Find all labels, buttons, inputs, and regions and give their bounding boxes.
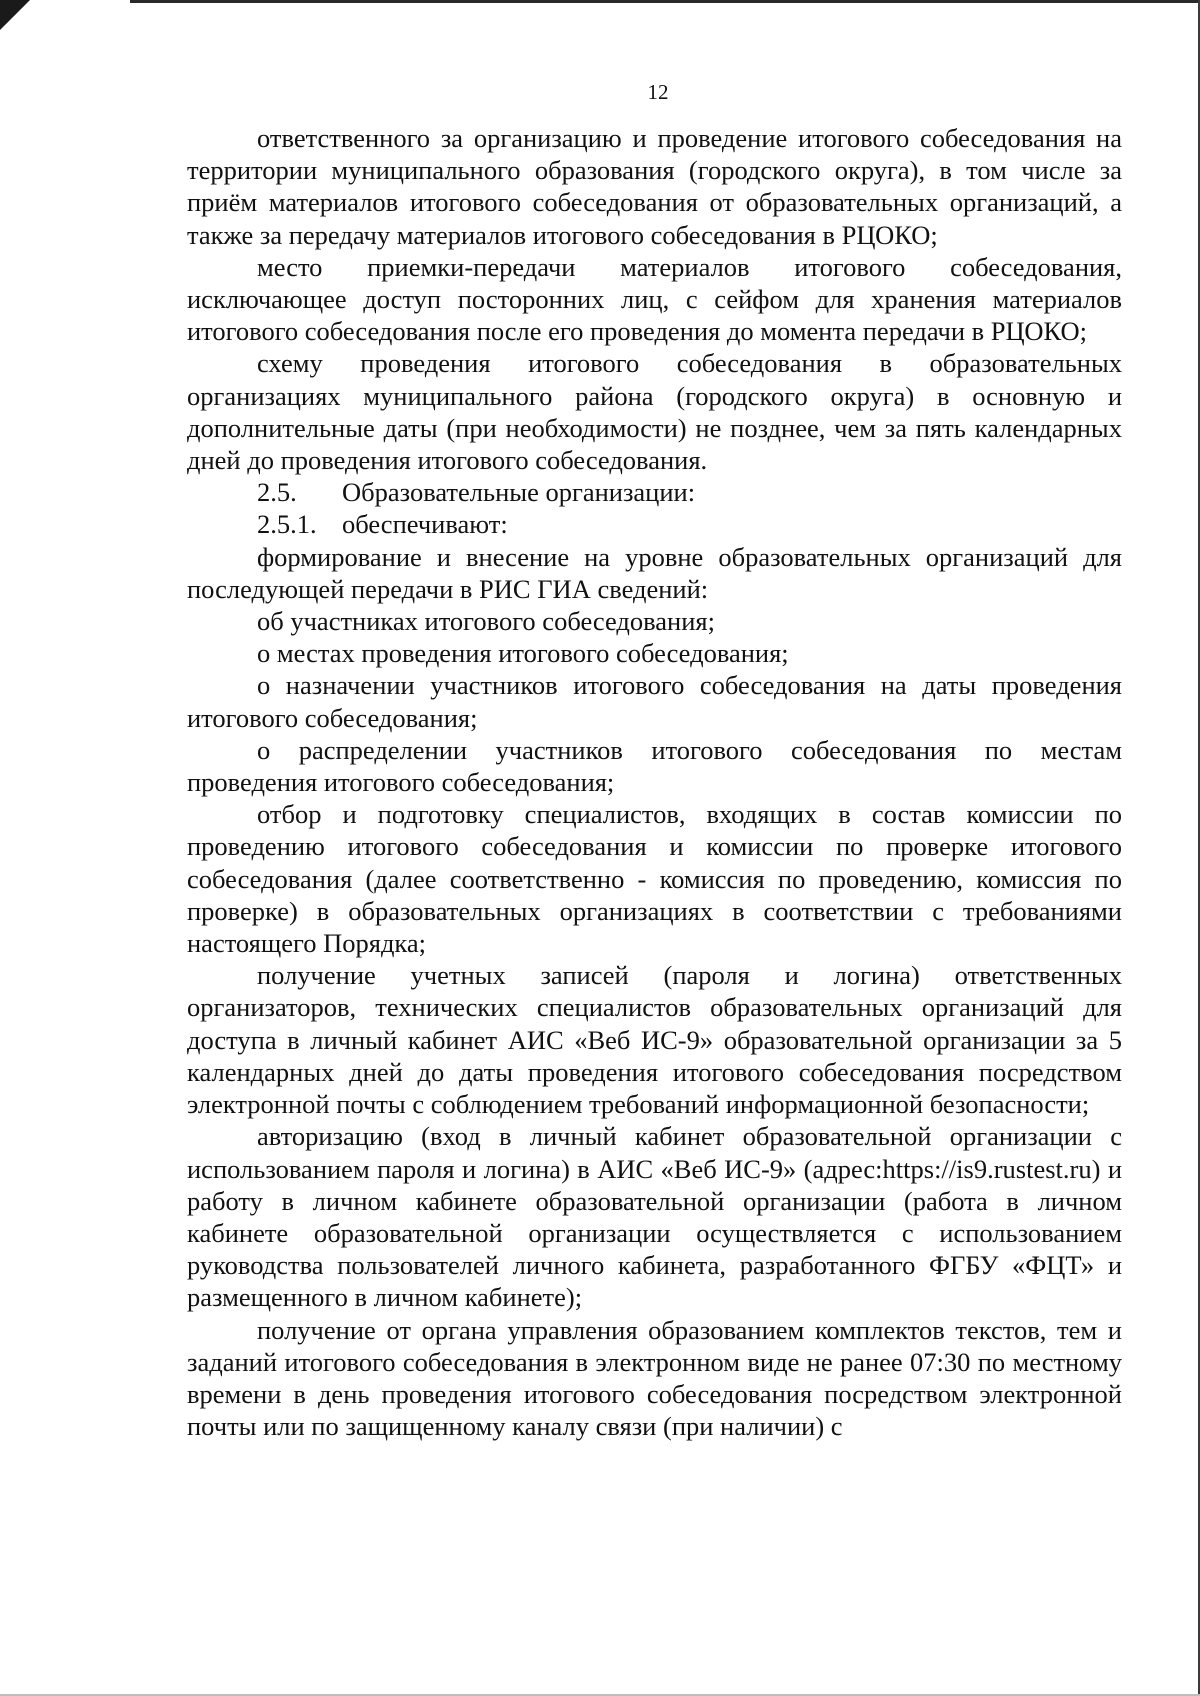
section-2-5 xyxy=(187,476,1122,508)
paragraph-scheme: схему проведения итогового собеседования в образовательных организациях муниципального района (городского округа) в основную и дополнительные даты (при необходимости) не позднее, чем за пять календарных дней до проведения итогового собеседования. xyxy=(187,348,1122,476)
paragraph-specialists-selection: отбор и подготовку специалистов, входящих в состав комиссии по проведению итогового собеседования и комиссии по проверке итогового собеседования (далее соответственно - комиссия по проведению, комиссия по проверке) в образовательных организациях в соответствии с требованиями настоящего Порядка; xyxy=(187,799,1122,959)
section-2-5-1 xyxy=(187,508,1122,540)
paragraph-accounts: получение учетных записей (пароля и логина) ответственных организаторов, технических специалистов образовательных организаций для доступа в личный кабинет АИС «Веб ИС-9» образовательной организации за 5 календарных дней до даты проведения итогового собеседования посредством электронной почты с соблюдением требований информационной безопасности; xyxy=(187,960,1122,1120)
section-2-5-number: 2.5. xyxy=(257,477,297,508)
page-number: 12 xyxy=(647,80,669,104)
paragraph-authorization: авторизацию (вход в личный кабинет образовательной организации с использованием пароля и логина) в АИС «Веб ИС-9» (адрес:https://is9.rustest.ru) и работу в личном кабинете образовательной организации (работа в личном кабинете образовательной организации осуществляется с использованием руководства пользователей личного кабинета, разработанного ФГБУ «ФЦТ» и размещенного в личном кабинете); xyxy=(187,1121,1122,1313)
scan-top-edge xyxy=(130,0,1200,3)
paragraph-responsible: ответственного за организацию и проведение итогового собеседования на территории муниципального образования (городского округа), в том числе за приём материалов итогового собеседования от образовательных организаций, а также за передачу материалов итогового собеседования в РЦОКО; xyxy=(187,123,1122,250)
paragraph-about-places: о местах проведения итогового собеседования; xyxy=(257,638,789,669)
paragraph-handover-place: место приемки-передачи материалов итогового собеседования, исключающее доступ посторонних лиц, с сейфом для хранения материалов итогового собеседования после его проведения до момента передачи в РЦОКО; xyxy=(187,251,1122,347)
paragraph-forming-data: формирование и внесение на уровне образовательных организаций для последующей передачи в РИС ГИА сведений: xyxy=(187,541,1122,604)
section-2-5-1-number: 2.5.1. xyxy=(257,509,317,540)
scan-corner-mark xyxy=(0,0,30,30)
paragraph-about-assignment: о назначении участников итогового собеседования на даты проведения итогового собеседования; xyxy=(187,670,1122,733)
paragraph-receiving-materials: получение от органа управления образованием комплектов текстов, тем и заданий итогового собеседования в электронном виде не ранее 07:30 по местному времени в день проведения итогового собеседования посредством электронной почты или по защищенному каналу связи (при наличии) с xyxy=(187,1314,1122,1442)
section-2-5-title: Образовательные организации: xyxy=(342,477,696,508)
paragraph-about-distribution: о распределении участников итогового собеседования по местам проведения итогового собеседования; xyxy=(187,734,1122,798)
document-body xyxy=(187,122,1122,1442)
section-2-5-1-title: обеспечивают: xyxy=(342,509,508,540)
paragraph-about-participants: об участниках итогового собеседования; xyxy=(257,606,715,637)
